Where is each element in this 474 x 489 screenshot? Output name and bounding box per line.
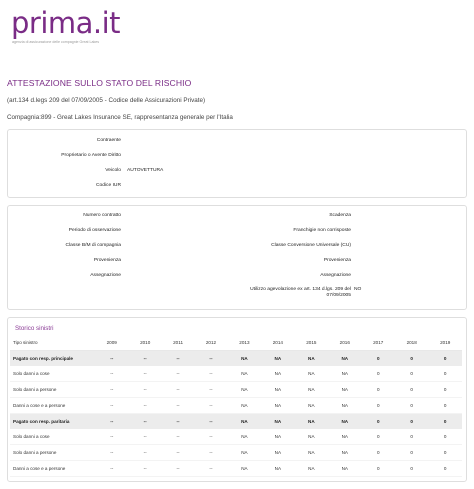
claims-table — [10, 335, 462, 477]
year-header: 2015 — [295, 335, 328, 351]
scadenza-label: Scadenza — [329, 213, 351, 218]
claim-type-label: Solo danni a persone — [10, 445, 95, 461]
periodo-osservazione-label: Periodo di osservazione — [68, 228, 121, 233]
claim-cell: -- — [162, 382, 194, 398]
logo-tagline: agenzia di assicurazione delle compagnie Great Lakes — [12, 40, 100, 44]
claim-cell: -- — [194, 351, 227, 367]
claim-cell: -- — [194, 461, 227, 477]
contract-card — [7, 205, 467, 310]
claim-cell: 0 — [428, 461, 462, 477]
claim-cell: 0 — [395, 351, 428, 367]
claim-cell: -- — [162, 398, 194, 414]
claims-header-row — [10, 335, 462, 351]
owner-vehicle-card — [7, 129, 467, 198]
claims-row — [10, 398, 462, 414]
claim-cell: NA — [261, 461, 294, 477]
claim-cell: NA — [328, 429, 361, 445]
classe-cu-label: Classe Conversione Universale (CU) — [271, 243, 351, 248]
claim-cell: NA — [228, 414, 261, 430]
claim-cell: NA — [295, 398, 328, 414]
utilizzo-agevolazione-value: NO — [354, 287, 362, 292]
claim-cell: NA — [228, 366, 261, 382]
claim-cell: -- — [95, 414, 128, 430]
year-header: 2018 — [395, 335, 428, 351]
assegnazione-right-label: Assegnazione — [320, 273, 351, 278]
claims-row — [10, 366, 462, 382]
claim-cell: 0 — [395, 382, 428, 398]
claim-cell: 0 — [362, 382, 395, 398]
codice-iur-label: Codice IUR — [95, 183, 121, 188]
claim-cell: 0 — [362, 429, 395, 445]
claim-cell: 0 — [362, 461, 395, 477]
claim-cell: -- — [194, 382, 227, 398]
claim-cell: 0 — [395, 429, 428, 445]
claims-group-row — [10, 351, 462, 367]
claim-cell: 0 — [362, 414, 395, 430]
assegnazione-left-label: Assegnazione — [90, 273, 121, 278]
claim-cell: 0 — [428, 445, 462, 461]
claim-type-label: Danni a cose e a persone — [10, 398, 95, 414]
claim-cell: NA — [328, 398, 361, 414]
claims-history-title: Storico sinistri — [15, 325, 54, 332]
claim-cell: -- — [95, 382, 128, 398]
claim-cell: 0 — [428, 429, 462, 445]
claim-cell: NA — [328, 461, 361, 477]
claim-cell: -- — [128, 351, 161, 367]
year-header: 2017 — [362, 335, 395, 351]
claim-cell: NA — [228, 351, 261, 367]
claim-cell: -- — [128, 461, 161, 477]
claim-cell: -- — [194, 414, 227, 430]
claim-cell: NA — [228, 398, 261, 414]
claim-cell: -- — [95, 351, 128, 367]
claims-row — [10, 382, 462, 398]
claim-cell: 0 — [395, 445, 428, 461]
claim-cell: NA — [328, 445, 361, 461]
claim-cell: -- — [162, 351, 194, 367]
claim-cell: NA — [295, 414, 328, 430]
claims-type-header: Tipo sinistro — [10, 335, 95, 351]
franchigie-label: Franchigie non corrisposte — [293, 228, 351, 233]
claims-row — [10, 429, 462, 445]
claim-cell: 0 — [362, 398, 395, 414]
claim-cell: 0 — [428, 414, 462, 430]
claim-cell: NA — [261, 351, 294, 367]
claim-cell: 0 — [428, 398, 462, 414]
provenienza-left-label: Provenienza — [93, 258, 121, 263]
claim-cell: NA — [328, 366, 361, 382]
claim-type-label: Solo danni a persone — [10, 382, 95, 398]
claim-cell: NA — [261, 445, 294, 461]
claim-type-label: Solo danni a cose — [10, 366, 95, 382]
claim-type-label: Pagato con resp. principale — [10, 351, 95, 367]
year-header: 2014 — [261, 335, 294, 351]
claim-cell: 0 — [362, 366, 395, 382]
claim-cell: -- — [162, 414, 194, 430]
contraente-label: Contraente — [96, 138, 121, 143]
claim-cell: NA — [228, 382, 261, 398]
claim-cell: -- — [194, 366, 227, 382]
claim-cell: NA — [261, 366, 294, 382]
claims-history-card — [7, 317, 467, 482]
utilizzo-agevolazione-label: Utilizzo agevolazione ex art. 134 d.lgs. 209 del 07/09/2005 — [250, 287, 351, 298]
company-line: Compagnia:899 - Great Lakes Insurance SE, rappresentanza generale per l'Italia — [7, 114, 233, 121]
claim-cell: NA — [295, 461, 328, 477]
claim-cell: -- — [95, 366, 128, 382]
claim-cell: -- — [95, 398, 128, 414]
claim-cell: -- — [128, 414, 161, 430]
veicolo-value: AUTOVETTURA — [127, 168, 164, 173]
claims-group-row — [10, 414, 462, 430]
claim-cell: NA — [295, 351, 328, 367]
claim-cell: -- — [194, 445, 227, 461]
year-header: 2009 — [95, 335, 128, 351]
numero-contratto-label: Numero contratto — [83, 213, 121, 218]
classe-bm-label: Classe B/M di compagnia — [65, 243, 121, 248]
prima-logo — [11, 6, 151, 42]
claim-cell: NA — [295, 382, 328, 398]
claim-cell: NA — [328, 382, 361, 398]
claim-cell: NA — [228, 429, 261, 445]
claim-cell: NA — [261, 398, 294, 414]
claim-cell: -- — [128, 382, 161, 398]
year-header: 2019 — [428, 335, 462, 351]
claim-cell: -- — [194, 398, 227, 414]
claim-cell: 0 — [395, 414, 428, 430]
claim-cell: 0 — [428, 366, 462, 382]
claim-cell: -- — [162, 445, 194, 461]
claim-cell: NA — [261, 414, 294, 430]
claim-cell: NA — [295, 366, 328, 382]
claim-cell: -- — [162, 461, 194, 477]
prima-logo-wordmark: prima.it — [11, 6, 121, 40]
claim-cell: NA — [295, 445, 328, 461]
claim-cell: NA — [228, 461, 261, 477]
year-header: 2012 — [194, 335, 227, 351]
proprietario-label: Proprietario o Avente Diritto — [61, 153, 121, 158]
claim-cell: NA — [261, 382, 294, 398]
legal-reference: (art.134 d.legs 209 del 07/09/2005 - Codice delle Assicurazioni Private) — [7, 97, 206, 104]
claim-cell: NA — [228, 445, 261, 461]
claim-cell: -- — [128, 366, 161, 382]
claim-type-label: Danni a cose e a persone — [10, 461, 95, 477]
claim-cell: 0 — [428, 351, 462, 367]
claim-cell: 0 — [362, 445, 395, 461]
claim-cell: -- — [95, 445, 128, 461]
claims-row — [10, 461, 462, 477]
claim-cell: -- — [194, 429, 227, 445]
year-header: 2011 — [162, 335, 194, 351]
claim-cell: NA — [328, 414, 361, 430]
year-header: 2010 — [128, 335, 161, 351]
claim-cell: -- — [95, 461, 128, 477]
claim-type-label: Solo danni a cose — [10, 429, 95, 445]
claim-cell: 0 — [362, 351, 395, 367]
claims-body — [10, 351, 462, 477]
year-header: 2013 — [228, 335, 261, 351]
claim-cell: 0 — [395, 398, 428, 414]
claim-type-label: Pagato con resp. paritaria — [10, 414, 95, 430]
claim-cell: -- — [128, 429, 161, 445]
claims-row — [10, 445, 462, 461]
claim-cell: -- — [128, 398, 161, 414]
claim-cell: 0 — [395, 461, 428, 477]
provenienza-right-label: Provenienza — [323, 258, 351, 263]
veicolo-label: Veicolo — [105, 168, 121, 173]
page-title: ATTESTAZIONE SULLO STATO DEL RISCHIO — [7, 78, 192, 88]
claim-cell: NA — [261, 429, 294, 445]
claim-cell: NA — [295, 429, 328, 445]
year-header: 2016 — [328, 335, 361, 351]
claim-cell: -- — [128, 445, 161, 461]
claim-cell: -- — [95, 429, 128, 445]
claim-cell: -- — [162, 366, 194, 382]
claim-cell: -- — [162, 429, 194, 445]
claim-cell: 0 — [395, 366, 428, 382]
claim-cell: 0 — [428, 382, 462, 398]
claim-cell: NA — [328, 351, 361, 367]
